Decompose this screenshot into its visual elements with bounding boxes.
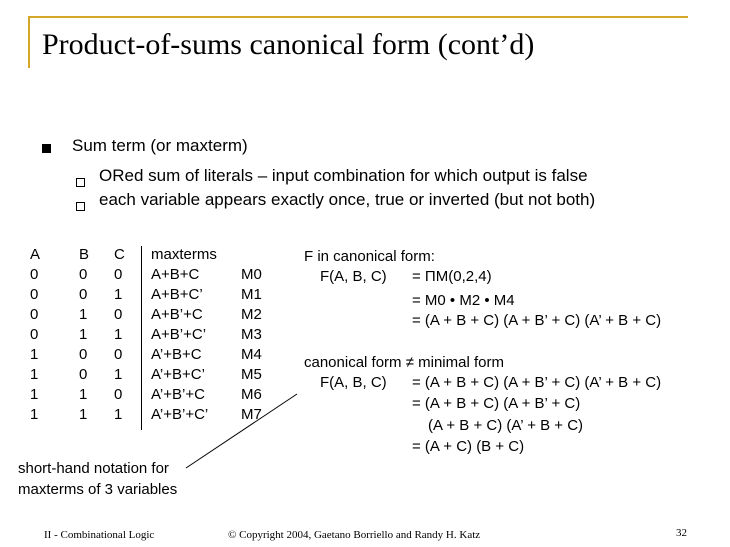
cell-m: M5 [241, 366, 262, 383]
cell-a: 0 [30, 306, 39, 323]
cell-c: 0 [114, 266, 123, 283]
cell-term: A’+B’+C’ [151, 406, 209, 423]
cell-a: 0 [30, 266, 39, 283]
cell-a: 0 [30, 326, 39, 343]
cell-a: 1 [30, 386, 39, 403]
cell-term: A+B+C’ [151, 286, 203, 303]
header-maxterms: maxterms [151, 246, 217, 263]
cell-term: A’+B+C [151, 346, 202, 363]
cell-a: 0 [30, 286, 39, 303]
note-line-1: short-hand notation for [18, 460, 169, 477]
cell-term: A+B’+C’ [151, 326, 207, 343]
header-b: B [79, 246, 90, 263]
cell-m: M2 [241, 306, 262, 323]
cell-b: 0 [79, 366, 88, 383]
footer-left: II - Combinational Logic [44, 529, 155, 541]
cell-b: 1 [79, 326, 88, 343]
cell-b: 0 [79, 266, 88, 283]
header-a: A [30, 246, 41, 263]
cell-term: A+B+C [151, 266, 200, 283]
note-line-2: maxterms of 3 variables [18, 481, 178, 498]
cell-c: 1 [114, 406, 123, 423]
rhs-line-9: = (A + C) (B + C) [412, 438, 525, 455]
rhs-line-3: = M0 • M2 • M4 [412, 292, 515, 309]
sub-bullet-1: ORed sum of literals – input combination for which output is false [99, 166, 588, 185]
cell-m: M3 [241, 326, 262, 343]
cell-b: 1 [79, 386, 88, 403]
rhs-line-8: (A + B + C) (A’ + B + C) [428, 417, 584, 434]
cell-term: A’+B’+C [151, 386, 205, 403]
cell-a: 1 [30, 406, 39, 423]
cell-b: 0 [79, 286, 88, 303]
cell-c: 0 [114, 386, 123, 403]
rhs-line-1: F in canonical form: [304, 248, 435, 265]
cell-c: 1 [114, 326, 123, 343]
header-c: C [114, 246, 125, 263]
cell-b: 1 [79, 306, 88, 323]
rhs-line-2a: F(A, B, C) [320, 268, 387, 285]
cell-c: 1 [114, 286, 123, 303]
cell-m: M6 [241, 386, 262, 403]
cell-c: 0 [114, 306, 123, 323]
rhs-line-5: canonical form ≠ minimal form [304, 354, 504, 371]
cell-c: 0 [114, 346, 123, 363]
cell-m: M1 [241, 286, 262, 303]
rhs-line-7: = (A + B + C) (A + B’ + C) [412, 395, 581, 412]
slide-title: Product-of-sums canonical form (cont’d) [42, 28, 535, 61]
sub-bullet-2: each variable appears exactly once, true or inverted (but not both) [99, 190, 596, 209]
cell-term: A’+B+C’ [151, 366, 205, 383]
cell-c: 1 [114, 366, 123, 383]
cell-a: 1 [30, 366, 39, 383]
rhs-line-2b: = ΠM(0,2,4) [412, 268, 492, 285]
cell-b: 0 [79, 346, 88, 363]
cell-m: M0 [241, 266, 262, 283]
footer-center: © Copyright 2004, Gaetano Borriello and Randy H. Katz [228, 529, 481, 541]
cell-term: A+B’+C [151, 306, 203, 323]
cell-m: M4 [241, 346, 262, 363]
rhs-line-6a: F(A, B, C) [320, 374, 387, 391]
bullet-sum-term: Sum term (or maxterm) [72, 136, 248, 155]
rhs-line-6b: = (A + B + C) (A + B’ + C) (A’ + B + C) [412, 374, 662, 391]
cell-a: 1 [30, 346, 39, 363]
cell-m: M7 [241, 406, 262, 423]
cell-b: 1 [79, 406, 88, 423]
rhs-line-4: = (A + B + C) (A + B’ + C) (A’ + B + C) [412, 312, 662, 329]
footer-page-number: 32 [676, 527, 687, 539]
